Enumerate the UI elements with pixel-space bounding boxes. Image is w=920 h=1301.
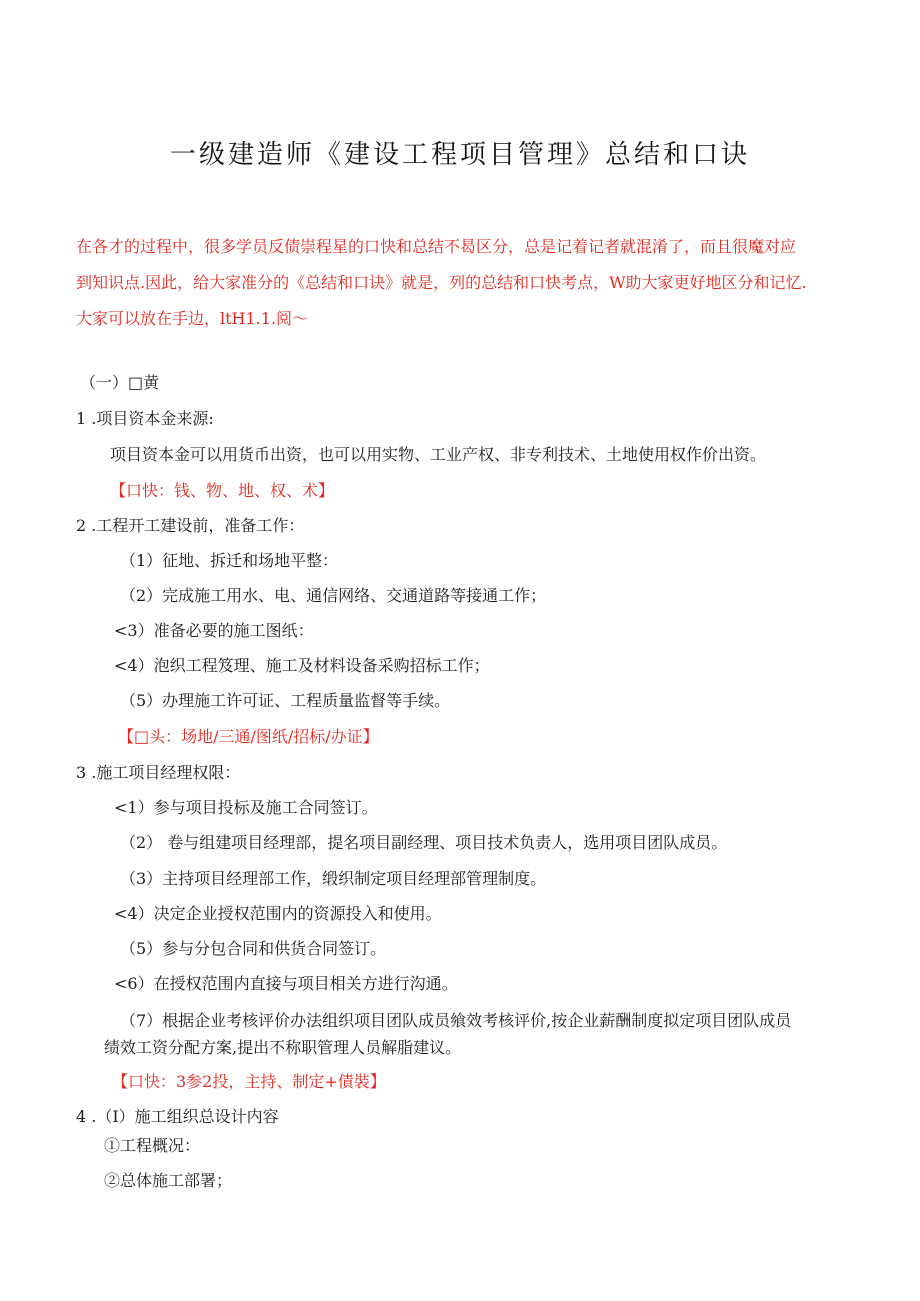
mnemonic-line: 【□头：场地/三通/图纸/招标/办证】	[118, 727, 379, 746]
item-title: 4 .（I）施工组织总设计内容	[76, 1107, 279, 1126]
list-item-continuation: 绩效工资分配方案,提出不称职管理人员解脂建议。	[104, 1038, 462, 1057]
list-item: （5）参与分包合同和供货合同签订。	[120, 939, 387, 958]
list-item: （5）办理施工许可证、工程质量监督等手续。	[120, 691, 451, 710]
list-item: （2）完成施工用水、电、通信网络、交通道路等接通工作；	[120, 586, 547, 605]
list-item: <1）参与项目投标及施工合同签订。	[114, 798, 378, 817]
document-title: 一级建造师《建设工程项目管理》总结和口诀	[169, 140, 750, 170]
section-heading: （一）□黄	[80, 373, 160, 392]
intro-paragraph	[76, 229, 856, 337]
list-item: <4）泡织工程笈理、施工及材料设备采购招标工作；	[114, 656, 490, 675]
mnemonic-line: 【口快：3参2投，主持、制定+債裝】	[112, 1072, 386, 1091]
list-item: （2） 卷与组建项目经理部，提名项目副经理、项目技术负责人，选用项目团队成员。	[120, 833, 728, 852]
item-title: 2 .工程开工建设前，准备工作：	[76, 516, 305, 535]
list-item: （7）根据企业考核评价办法组织项目团队成员飨效考核评价,按企业薪酬制度拟定项目团队成员	[120, 1011, 792, 1030]
list-item: ①工程概况：	[104, 1136, 201, 1155]
list-item: <6）在授权范围内直接与项目相关方进行沟通。	[114, 974, 458, 993]
list-item: ②总体施工部署；	[104, 1171, 233, 1190]
item-title: 1 .项目资本金来源:	[76, 409, 214, 428]
list-item: <3）准备必要的施工图纸：	[114, 621, 314, 640]
item-body: 项目资本金可以用货币出资，也可以用实物、工业产权、非专利技术、土地使用权作价出资。	[110, 445, 767, 464]
list-item: （1）征地、拆迁和场地平整：	[120, 551, 339, 570]
list-item: <4）决定企业授权范围内的资源投入和使用。	[114, 904, 442, 923]
mnemonic-line: 【口快：钱、物、地、权、术】	[110, 481, 335, 500]
intro-line: 在各才的过程中，很多学员反债崇程星的口快和总结不曷区分，总是记着记者就混淆了，而且很魔对应	[76, 237, 797, 256]
item-title: 3 .施工项目经理权限：	[76, 763, 241, 782]
list-item: （3）主持项目经理部工作，缎织制定项目经理部管理制度。	[120, 869, 547, 888]
intro-line: 大家可以放在手边，ltH1.1.阅～	[76, 309, 309, 328]
intro-line: 到知识点.因此，给大家准分的《总结和口诀》就是，列的总结和口快考点，W助大家更好地区分和记忆.	[76, 273, 807, 292]
